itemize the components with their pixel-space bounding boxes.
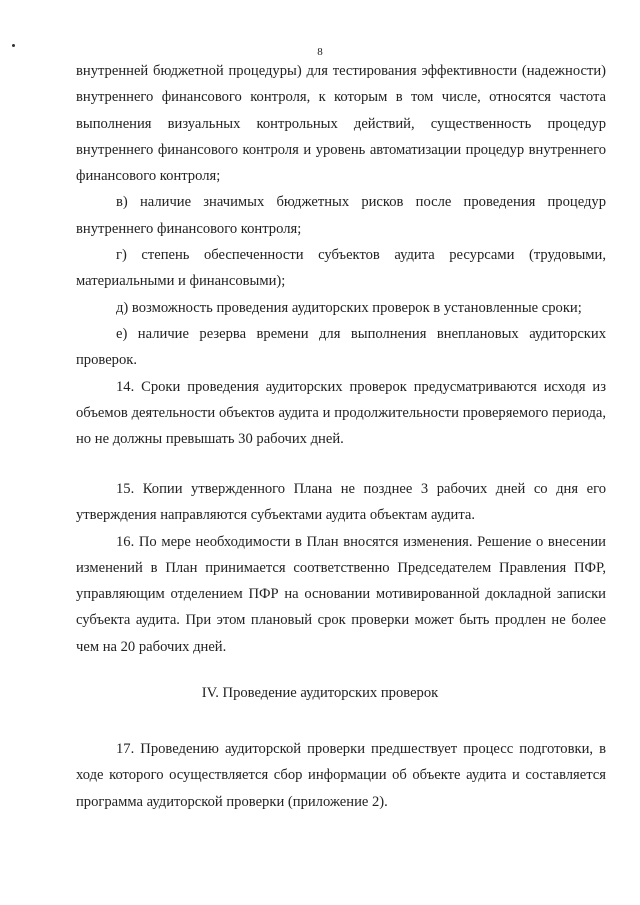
text-block-2 <box>76 476 606 660</box>
paragraph-item-g: г) степень обеспеченности субъектов аудита ресурсами (трудовыми, материальными и финансовыми); <box>76 247 606 290</box>
paragraph-14: 14. Сроки проведения аудиторских проверок предусматриваются исходя из объемов деятельности объектов аудита и продолжительности проверяемого периода, но не должны превышать 30 рабочих дней. <box>76 378 606 448</box>
paragraph-17: 17. Проведению аудиторской проверки предшествует процесс подготовки, в ходе которого осуществляется сбор информации об объекте аудита и составляется программа аудиторской проверки (приложение 2). <box>76 741 606 810</box>
paragraph-15: 15. Копии утвержденного Плана не позднее 3 рабочих дней со дня его утверждения направляются субъектами аудита объектам аудита. <box>76 481 606 524</box>
paragraph-continuation: внутренней бюджетной процедуры) для тестирования эффективности (надежности) внутреннего финансового контроля, к которым в том числе, относятся частота выполнения визуальных контрольных действий, существенность процедур внутреннего финансового контроля и уровень автоматизации процедур внутреннего финансового контроля; <box>76 63 606 185</box>
section-heading: IV. Проведение аудиторских проверок <box>201 685 439 701</box>
paragraph-item-d: д) возможность проведения аудиторских проверок в установленные сроки; <box>116 299 582 316</box>
paragraph-item-e: е) наличие резерва времени для выполнения внеплановых аудиторских проверок. <box>76 325 606 369</box>
page-number: 8 <box>317 46 323 58</box>
paragraph-item-v: в) наличие значимых бюджетных рисков после проведения процедур внутреннего финансового контроля; <box>76 194 606 237</box>
paragraph-16: 16. По мере необходимости в План вносятся изменения. Решение о внесении изменений в План принимается соответственно Председателем Правления ПФР, управляющим отделением ПФР на основании мотивированной докладной записки субъекта аудита. При этом плановый срок проверки может быть продлен не более чем на 20 рабочих дней. <box>76 533 606 655</box>
text-block-1 <box>76 58 606 452</box>
text-block-3 <box>76 736 606 815</box>
